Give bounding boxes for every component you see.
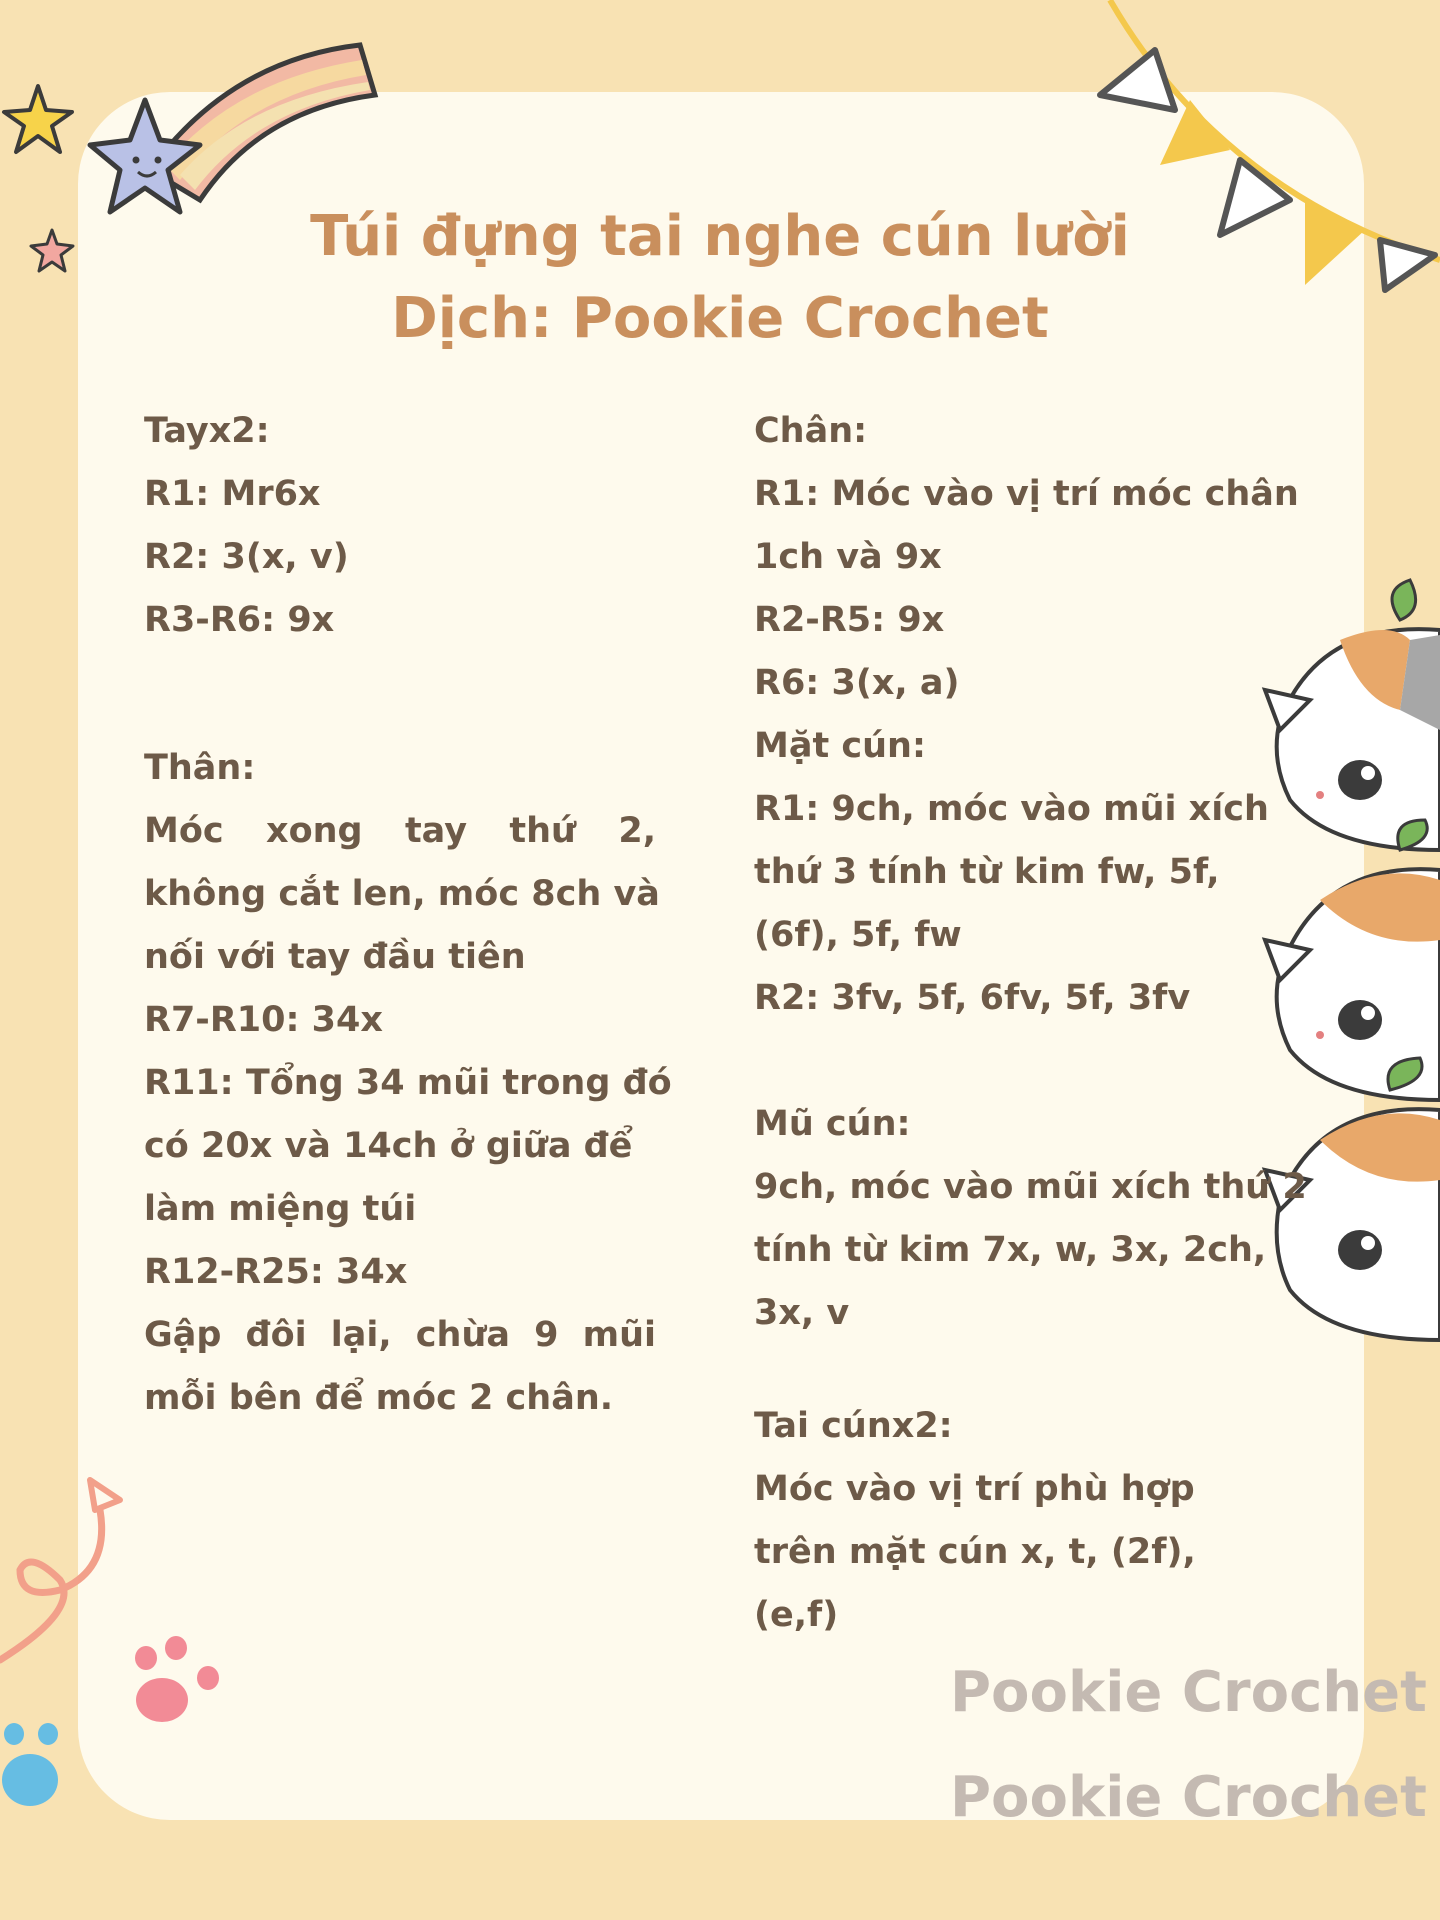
pattern-row: R2: 3(x, v) [144, 537, 349, 577]
pattern-line: 3x, v [754, 1293, 850, 1333]
pattern-line: Gập đôi lại, chừa 9 mũi [144, 1315, 656, 1355]
right-column [754, 400, 1314, 1647]
subtitle-line: Dịch: Pookie Crochet [391, 286, 1049, 351]
pattern-line: R12-R25: 34x [144, 1252, 408, 1292]
section-heading-mu-cun: Mũ cún: [754, 1104, 911, 1144]
pattern-line: thứ 3 tính từ kim fw, 5f, [754, 852, 1220, 892]
title-line: Túi đựng tai nghe cún lười [310, 204, 1130, 269]
watermark-text: Pookie Crochet [950, 1765, 1427, 1830]
section-heading-tai-cun: Tai cúnx2: [754, 1406, 953, 1446]
pattern-line: nối với tay đầu tiên [144, 937, 526, 977]
watermark-text: Pookie Crochet [950, 1660, 1427, 1725]
pattern-line: R7-R10: 34x [144, 1000, 383, 1040]
pattern-line: mỗi bên để móc 2 chân. [144, 1378, 614, 1418]
section-heading-tay: Tayx2: [144, 411, 270, 451]
page-title [0, 196, 1440, 360]
pattern-row: R1: Mr6x [144, 474, 321, 514]
pattern-line: trên mặt cún x, t, (2f), [754, 1532, 1196, 1572]
pattern-line: R2-R5: 9x [754, 600, 945, 640]
pattern-line: R11: Tổng 34 mũi trong đó [144, 1063, 672, 1103]
pattern-line: Móc xong tay thứ 2, [144, 811, 656, 851]
pattern-line: không cắt len, móc 8ch và [144, 874, 660, 914]
pattern-row: R3-R6: 9x [144, 600, 335, 640]
section-heading-than: Thân: [144, 748, 256, 788]
pattern-line: 1ch và 9x [754, 537, 942, 577]
pattern-line: có 20x và 14ch ở giữa để [144, 1126, 633, 1166]
pattern-line: Móc vào vị trí phù hợp [754, 1469, 1195, 1509]
pattern-line: 9ch, móc vào mũi xích thứ 2 [754, 1167, 1307, 1207]
pattern-line: (e,f) [754, 1595, 839, 1635]
pattern-line: R6: 3(x, a) [754, 663, 960, 703]
pattern-line: R2: 3fv, 5f, 6fv, 5f, 3fv [754, 978, 1191, 1018]
ribbon-swirl-icon [0, 1460, 140, 1690]
section-heading-mat-cun: Mặt cún: [754, 726, 926, 766]
left-column [144, 400, 672, 1430]
section-heading-chan: Chân: [754, 411, 868, 451]
pattern-line: R1: Móc vào vị trí móc chân [754, 474, 1299, 514]
pattern-line: làm miệng túi [144, 1189, 417, 1229]
pattern-line: tính từ kim 7x, w, 3x, 2ch, [754, 1230, 1267, 1270]
pattern-line: R1: 9ch, móc vào mũi xích [754, 789, 1269, 829]
small-star-yellow-icon [0, 80, 80, 160]
paw-print-blue-icon [0, 1720, 70, 1810]
paw-print-pink-icon [124, 1630, 234, 1730]
pattern-line: (6f), 5f, fw [754, 915, 962, 955]
